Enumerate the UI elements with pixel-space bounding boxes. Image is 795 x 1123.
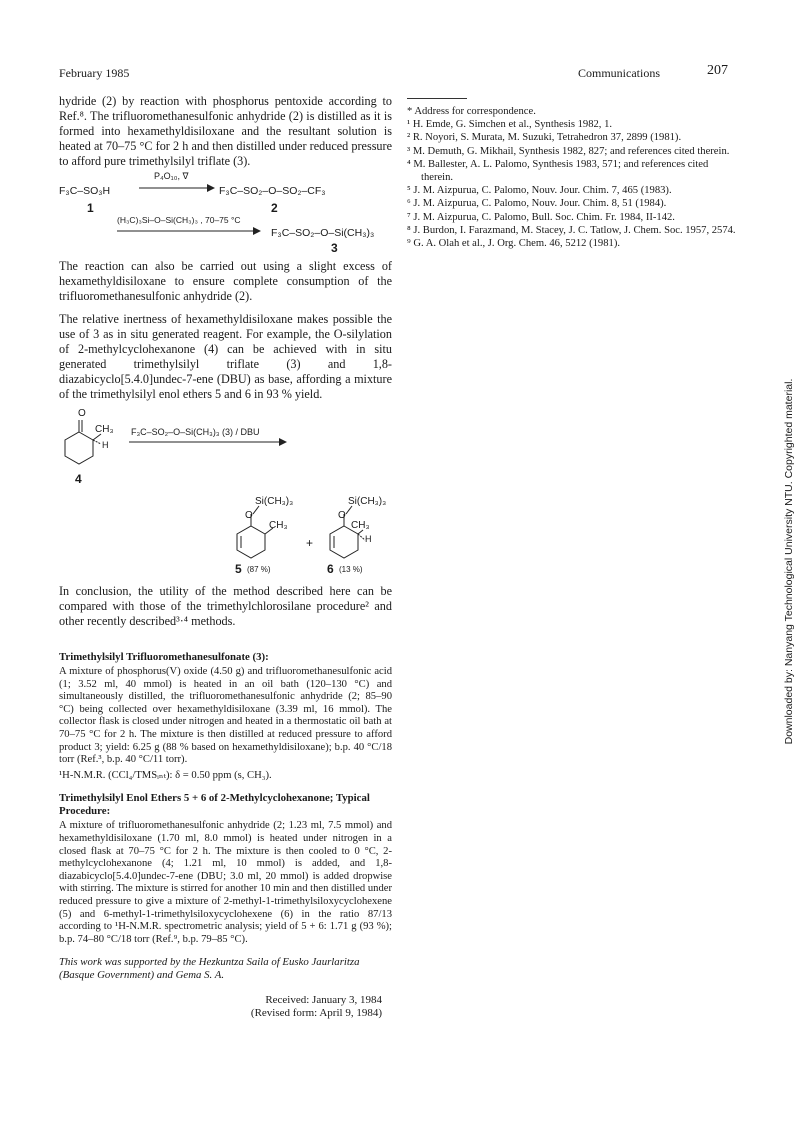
footnote: ¹ H. Emde, G. Simchen et al., Synthesis 1982, 1. — [407, 119, 613, 131]
paragraph-4: In conclusion, the utility of the method described here can be compared with those of the trimethylchlorosilane procedure² and other recently described³·⁴ methods. — [59, 584, 392, 628]
compound-number-4: 4 — [75, 472, 82, 486]
experimental-heading-2: Trimethylsilyl Enol Ethers 5 + 6 of 2-Methylcyclohexanone; Typical Procedure: — [59, 792, 370, 818]
reagent-disiloxane: (H₃C)₃Si–O–Si(CH₃)₃ , 70–75 °C — [117, 215, 241, 225]
product-anhydride: F₃C–SO₂–O–SO₂–CF₃ — [219, 185, 326, 197]
footnote: ⁴ M. Ballester, A. L. Palomo, Synthesis 1983, 571; and references cited therein. — [407, 158, 709, 184]
page-number: 207 — [707, 63, 728, 78]
ketone-hydrogen: H — [102, 440, 109, 450]
arrow-right-icon — [139, 183, 215, 193]
nmr-data: ¹H-N.M.R. (CCl₄/TMSᵢₙₜ): δ = 0.50 ppm (s, CH₃). — [59, 769, 272, 781]
right-column — [407, 94, 737, 250]
experimental-text-2: A mixture of trifluoromethanesulfonic anhydride (2; 1.23 ml, 7.5 mmol) and hexamethyldisiloxane (1.70 ml, 8.0 mmol) is heated under nitrogen in a closed flask at 70–75 °C for 2 h. The mixture is then cooled to 0 °C, 2-methylcyclohexanone (4; 1.21 ml, 10 mmol) is added, and 1,8-diazabicyclo[5.4.0]undec-7-ene (DBU; 3.0 ml, 20 mmol) is added dropwise with stirring. The mixture is stirred for another 10 min and then distilled under reduced pressure to give a mixture of 2-methyl-1-trimethylsiloxycyclohexene (5) and 6-methyl-1-trimethylsiloxycyclohexene (6) in the ratio 87/13 according to ¹H-N.M.R. spectrometric analysis; yield of 5 + 6: 1.71 g (93 %); b.p. 74–80 °C/18 torr (Ref.⁹, b.p. 79–85 °C). — [59, 820, 392, 945]
footnote: ⁶ J. M. Aizpurua, C. Palomo, Nouv. Jour. Chim. 8, 51 (1984). — [407, 198, 667, 210]
footnote-rule — [407, 98, 467, 99]
reactant-1: F₃C–SO₃H — [59, 185, 111, 197]
compound-number-2: 2 — [271, 201, 278, 215]
silylation-reagent: F₃C–SO₂–O–Si(CH₃)₃ (3) / DBU — [131, 427, 260, 437]
footnote: ⁵ J. M. Aizpurua, C. Palomo, Nouv. Jour. Chim. 7, 465 (1983). — [407, 185, 672, 197]
compound-number-1: 1 — [87, 201, 94, 215]
ketone-methyl: CH₃ — [95, 424, 114, 435]
footnote: * Address for correspondence. — [407, 106, 536, 117]
left-column — [59, 94, 392, 1020]
reaction-scheme-2 — [59, 408, 392, 576]
experimental-text-1: A mixture of phosphorus(V) oxide (4.50 g) and trifluoromethanesulfonic acid (1; 3.52 ml, 40 mmol) is heated in an oil bath (120–130 °C) and simultaneously distilled, the trifluoromethanesulfonic anhydride (2; 85–90 °C) being collected over hexamethyldisiloxane (3.39 ml, 16 mmol). The collector flask is closed under nitrogen and heated in a thermostatic oil bath at 70–75 °C for 2 h. The mixture is then distilled at reduced pressure to afford product 3; yield: 6.25 g (88 % based on hexamethyldisiloxane); b.p. 40 °C/18 torr (Ref.³, b.p. 40 °C/11 torr). — [59, 666, 392, 766]
compound-number-3: 3 — [331, 241, 338, 255]
compound-number-6: 6 — [327, 562, 334, 576]
experimental-heading-1: Trimethylsilyl Trifluoromethanesulfonate (3): — [59, 651, 269, 663]
product5-trimethylsilyl: Si(CH₃)₃ — [255, 496, 294, 507]
reagent-p4o10: P₄O₁₀, ∇ — [154, 171, 189, 181]
product5-oxygen: O — [245, 510, 253, 521]
footnote: ⁹ G. A. Olah et al., J. Org. Chem. 46, 5212 (1981). — [407, 238, 620, 250]
paragraph-1: hydride (2) by reaction with phosphorus pentoxide according to Ref.⁸. The trifluoromethanesulfonic anhydride (2) is distilled as it is formed into hexamethyldisiloxane and the resultant solution is heated at 70–75 °C for 2 h and then distilled under reduced pressure to afford pure trimethylsilyl triflate (3). — [59, 94, 392, 168]
revised-date: (Revised form: April 9, 1984) — [250, 1007, 382, 1020]
footnote: ⁸ J. Burdon, I. Farazmand, M. Stacey, J. C. Tatlow, J. Chem. Soc. 1957, 2574. — [407, 224, 736, 236]
product6-hydrogen: H — [365, 534, 372, 544]
footnote: ³ M. Demuth, G. Mikhail, Synthesis 1982, 827; and references cited therein. — [407, 145, 730, 157]
paragraph-2: The reaction can also be carried out using a slight excess of hexamethyldisiloxane to ensure complete consumption of the trifluoromethanesulfonic anhydride (2). — [59, 259, 392, 303]
product5-percent: (87 %) — [247, 565, 271, 574]
product-triflate: F₃C–SO₂–O–Si(CH₃)₃ — [271, 227, 375, 239]
product6-percent: (13 %) — [339, 565, 363, 574]
received-date: Received: January 3, 1984 — [265, 994, 382, 1007]
download-watermark: Downloaded by: Nanyang Technological University NTU. Copyrighted material. — [783, 378, 795, 745]
footnote: ² R. Noyori, S. Murata, M. Suzuki, Tetrahedron 37, 2899 (1981). — [407, 132, 682, 144]
product5-methyl: CH₃ — [269, 520, 288, 531]
acknowledgement: This work was supported by the Hezkuntza Saila of Eusko Jaurlaritza (Basque Government) and Gema S. A. — [59, 956, 360, 982]
ketone-oxygen: O — [78, 408, 86, 419]
compound-number-5: 5 — [235, 562, 242, 576]
footnote: ⁷ J. M. Aizpurua, C. Palomo, Bull. Soc. Chim. Fr. 1984, II-142. — [407, 211, 675, 223]
header-journal: Communications — [578, 66, 660, 80]
product6-oxygen: O — [338, 510, 346, 521]
paragraph-3: The relative inertness of hexamethyldisiloxane makes possible the use of 3 as in situ generated reagent. For example, the O-silylation of 2-methylcyclohexanone (4) can be achieved with in situ generated trimethylsilyl triflate (3) and 1,8-diazabicyclo[5.4.0]undec-7-ene (DBU) as base, affording a mixture of the trimethylsilyl enol ethers 5 and 6 in 93 % yield. — [59, 312, 392, 401]
plus-sign: + — [306, 536, 314, 550]
header-date: February 1985 — [59, 66, 130, 80]
product6-trimethylsilyl: Si(CH₃)₃ — [348, 496, 387, 507]
reaction-scheme-1 — [59, 171, 392, 255]
arrow-right-icon — [117, 226, 261, 236]
product6-methyl: CH₃ — [351, 520, 370, 531]
